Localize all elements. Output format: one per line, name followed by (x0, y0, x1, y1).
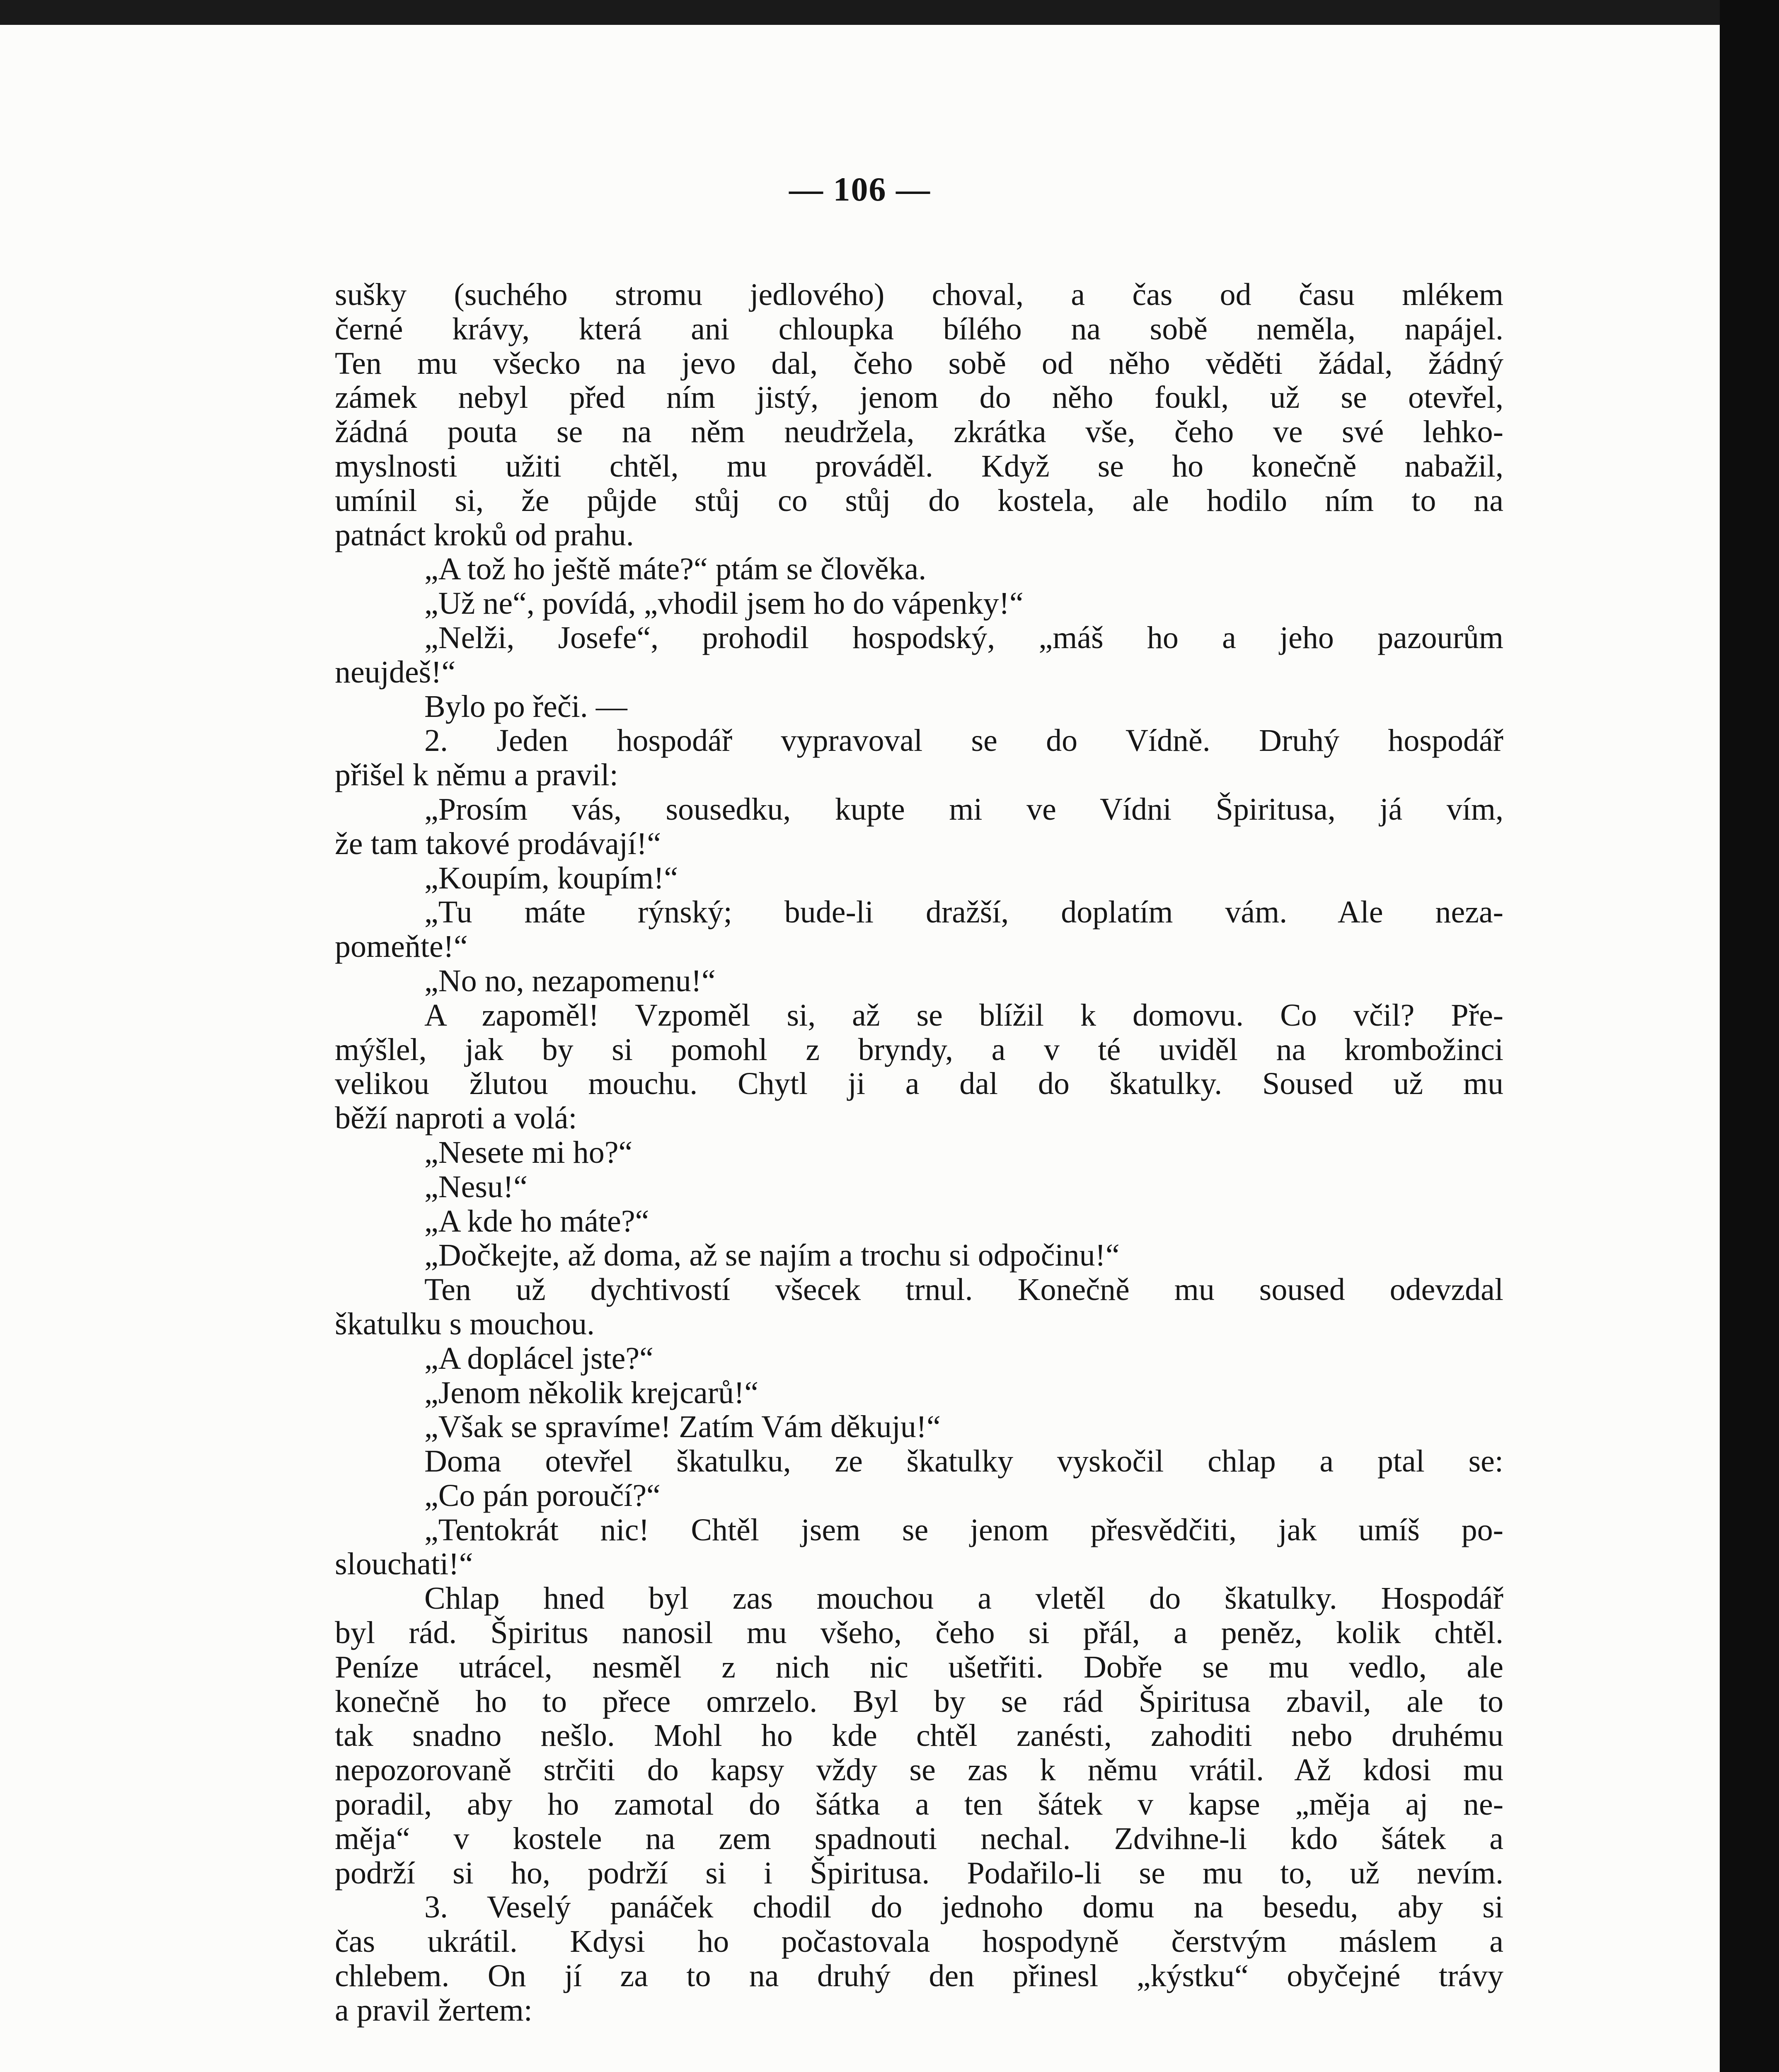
page-text (335, 278, 1503, 2028)
text-line: A zapoměl! Vzpoměl si, až se blížil k domovu. Co včil? Pře- (424, 997, 1503, 1033)
scan-border (1720, 0, 1779, 2072)
text-line: umínil si, že půjde stůj co stůj do kostela, ale hodilo ním to na (335, 483, 1503, 518)
text-line: „Prosím vás, sousedku, kupte mi ve Vídni Špiritusa, já vím, (424, 792, 1503, 827)
text-line: běží naproti a volá: (335, 1101, 577, 1136)
text-line: žádná pouta se na něm neudržela, zkrátka vše, čeho ve své lehko- (335, 414, 1503, 450)
book-page (0, 25, 1720, 2072)
page-number: — 106 — (789, 170, 931, 208)
text-line: Peníze utrácel, nesměl z nich nic ušetřiti. Dobře se mu vedlo, ale (335, 1649, 1503, 1685)
text-line: „Nesete mi ho?“ (424, 1135, 633, 1170)
text-line: byl rád. Špiritus nanosil mu všeho, čeho si přál, a peněz, kolik chtěl. (335, 1615, 1503, 1651)
text-line: podrží si ho, podrží si i Špiritusa. Podařilo-li se mu to, už nevím. (335, 1855, 1503, 1890)
text-line: Ten mu všecko na jevo dal, čeho sobě od něho věděti žádal, žádný (335, 346, 1503, 381)
text-line: nepozorovaně strčiti do kapsy vždy se zas k němu vrátil. Až kdosi mu (335, 1752, 1503, 1788)
text-line: a pravil žertem: (335, 1992, 532, 2028)
text-line: „A kde ho máte?“ (424, 1203, 649, 1239)
text-line: konečně ho to přece omrzelo. Byl by se rád Špiritusa zbavil, ale to (335, 1684, 1503, 1719)
text-line: tak snadno nešlo. Mohl ho kde chtěl zanésti, zahoditi nebo druhému (335, 1718, 1503, 1753)
text-line: „Už ne“, povídá, „vhodil jsem ho do vápenky!“ (424, 586, 1024, 621)
text-line: pomeňte!“ (335, 929, 468, 964)
text-line: chlebem. On jí za to na druhý den přinesl „kýstku“ obyčejné trávy (335, 1958, 1503, 1994)
text-line: „Jenom několik krejcarů!“ (424, 1375, 759, 1410)
text-line: slouchati!“ (335, 1547, 473, 1582)
text-line: Ten už dychtivostí všecek trnul. Konečně mu soused odevzdal (424, 1272, 1503, 1307)
text-line: „Co pán poroučí?“ (424, 1478, 661, 1513)
text-line: neujdeš!“ (335, 654, 456, 690)
text-line: „No no, nezapomenu!“ (424, 963, 716, 998)
text-line: velikou žlutou mouchu. Chytl ji a dal do škatulky. Soused už mu (335, 1066, 1503, 1101)
text-line: „A doplácel jste?“ (424, 1341, 654, 1376)
text-line: „Nesu!“ (424, 1169, 528, 1204)
text-line: že tam takové prodávají!“ (335, 826, 661, 861)
text-line: měja“ v kostele na zem spadnouti nechal. Zdvihne-li kdo šátek a (335, 1821, 1503, 1856)
text-line: mýšlel, jak by si pomohl z bryndy, a v té uviděl na krombožinci (335, 1032, 1503, 1067)
text-line: „A tož ho ještě máte?“ ptám se člověka. (424, 552, 927, 587)
text-line: 3. Veselý panáček chodil do jednoho domu na besedu, aby si (424, 1890, 1503, 1925)
text-line: přišel k němu a pravil: (335, 758, 618, 793)
text-line: černé krávy, která ani chloupka bílého na sobě neměla, napájel. (335, 311, 1503, 346)
text-line: „Tentokrát nic! Chtěl jsem se jenom přesvědčiti, jak umíš po- (424, 1512, 1503, 1547)
text-line: „Tu máte rýnský; bude-li dražší, doplatím vám. Ale neza- (424, 895, 1503, 930)
text-line: myslnosti užiti chtěl, mu prováděl. Když se ho konečně nabažil, (335, 448, 1503, 484)
text-line: 2. Jeden hospodář vypravoval se do Vídně. Druhý hospodář (424, 723, 1503, 758)
text-line: „Nelži, Josefe“, prohodil hospodský, „máš ho a jeho pazourům (424, 620, 1503, 655)
text-line: zámek nebyl před ním jistý, jenom do něho foukl, už se otevřel, (335, 380, 1503, 415)
text-line: Bylo po řeči. — (424, 689, 627, 724)
text-line: sušky (suchého stromu jedlového) choval, a čas od času mlékem (335, 277, 1503, 312)
text-line: čas ukrátil. Kdysi ho počastovala hospodyně čerstvým máslem a (335, 1924, 1503, 1959)
text-line: „Však se spravíme! Zatím Vám děkuju!“ (424, 1409, 941, 1445)
text-line: Doma otevřel škatulku, ze škatulky vyskočil chlap a ptal se: (424, 1444, 1503, 1479)
text-line: Chlap hned byl zas mouchou a vletěl do škatulky. Hospodář (424, 1581, 1503, 1616)
text-line: „Dočkejte, až doma, až se najím a trochu si odpočinu!“ (424, 1238, 1120, 1273)
text-line: škatulku s mouchou. (335, 1306, 595, 1341)
text-line: patnáct kroků od prahu. (335, 517, 634, 552)
text-line: „Koupím, koupím!“ (424, 860, 678, 896)
text-line: poradil, aby ho zamotal do šátka a ten šátek v kapse „měja aj ne- (335, 1787, 1503, 1822)
